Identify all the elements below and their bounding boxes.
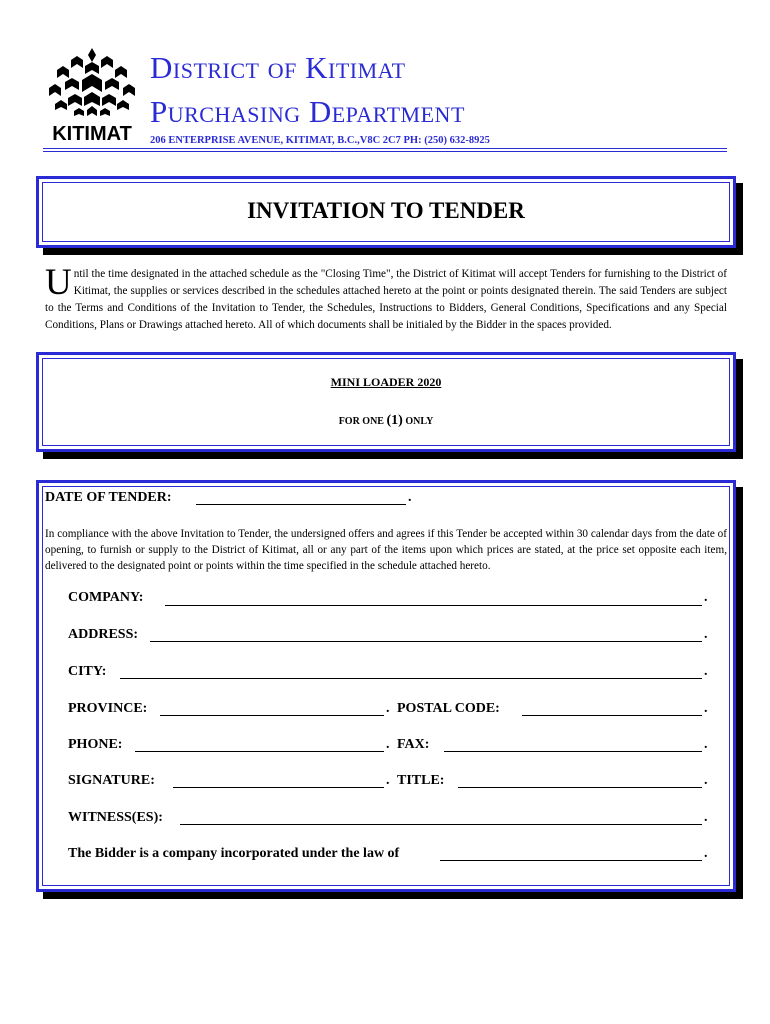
phone-field[interactable]	[135, 751, 384, 752]
field-end-period: .	[704, 590, 708, 605]
signature-field[interactable]	[173, 787, 384, 788]
field-end-period: .	[704, 846, 708, 861]
header-department-line2: Purchasing Department	[150, 94, 465, 129]
witness-label: WITNESS(ES):	[68, 810, 163, 825]
header-department-line1: District of Kitimat	[150, 50, 406, 85]
title-field[interactable]	[458, 787, 702, 788]
incorporated-jurisdiction-field[interactable]	[440, 860, 702, 861]
intro-dropcap: U	[45, 262, 72, 303]
address-field[interactable]	[150, 641, 702, 642]
item-quantity-prefix: FOR ONE	[338, 416, 384, 427]
field-end-period: .	[704, 810, 708, 825]
field-end-period: .	[386, 737, 390, 752]
phone-label: PHONE:	[68, 737, 123, 752]
postal-code-field[interactable]	[522, 715, 702, 716]
address-label: ADDRESS:	[68, 627, 139, 642]
title-label: TITLE:	[397, 773, 445, 788]
field-end-period: .	[408, 490, 412, 505]
field-end-period: .	[704, 737, 708, 752]
logo-text: KITIMAT	[52, 123, 132, 145]
header-address: 206 ENTERPRISE AVENUE, KITIMAT, B.C.,V8C 2C7 PH: (250) 632-8925	[150, 135, 490, 146]
intro-text: ntil the time designated in the attached schedule as the "Closing Time", the District of Kitimat will accept Tenders for furnishing to the District of Kitimat, the supplies or services described in the schedules attached hereto at the point or points designated therein. The said Tenders are subject to the Terms and Conditions of the Invitation to Tender, the Schedules, Instructions to Bidders, General Conditions, Specifications and any Special Conditions, Plans or Drawings attached hereto. All of which documents shall be initialed by the Bidder in the spaces provided.	[45, 268, 727, 331]
fax-label: FAX:	[397, 737, 430, 752]
field-end-period: .	[386, 701, 390, 716]
field-end-period: .	[386, 773, 390, 788]
date-of-tender-label: DATE OF TENDER:	[45, 490, 172, 505]
incorporated-label: The Bidder is a company incorporated under the law of	[68, 846, 400, 861]
document-title: INVITATION TO TENDER	[247, 198, 525, 223]
signature-label: SIGNATURE:	[68, 773, 155, 788]
field-end-period: .	[704, 627, 708, 642]
field-end-period: .	[704, 664, 708, 679]
company-label: COMPANY:	[68, 590, 144, 605]
city-label: CITY:	[68, 664, 107, 679]
compliance-paragraph: In compliance with the above Invitation to Tender, the undersigned offers and agrees if this Tender be accepted within 30 calendar days from the date of opening, to furnish or supply to the District of Kitimat, all or any part of the items upon which prices are stated, at the price set opposite each item, delivered to the designated point or points within the time specified in the schedule attached hereto.	[45, 528, 727, 572]
province-field[interactable]	[160, 715, 384, 716]
date-of-tender-field[interactable]	[196, 504, 406, 505]
witness-field[interactable]	[180, 824, 702, 825]
company-field[interactable]	[165, 605, 702, 606]
header-rule	[43, 151, 727, 152]
kitimat-logo	[47, 44, 137, 146]
item-title: MINI LOADER 2020	[330, 375, 442, 389]
item-box	[36, 352, 736, 452]
item-quantity-suffix: ONLY	[405, 416, 434, 427]
item-quantity	[36, 413, 736, 429]
intro-paragraph	[45, 262, 727, 334]
header-rule	[43, 148, 727, 149]
postal-code-label: POSTAL CODE:	[397, 701, 500, 716]
province-label: PROVINCE:	[68, 701, 148, 716]
field-end-period: .	[704, 773, 708, 788]
field-end-period: .	[704, 701, 708, 716]
city-field[interactable]	[120, 678, 702, 679]
item-quantity-number: (1)	[386, 413, 403, 428]
fax-field[interactable]	[444, 751, 702, 752]
